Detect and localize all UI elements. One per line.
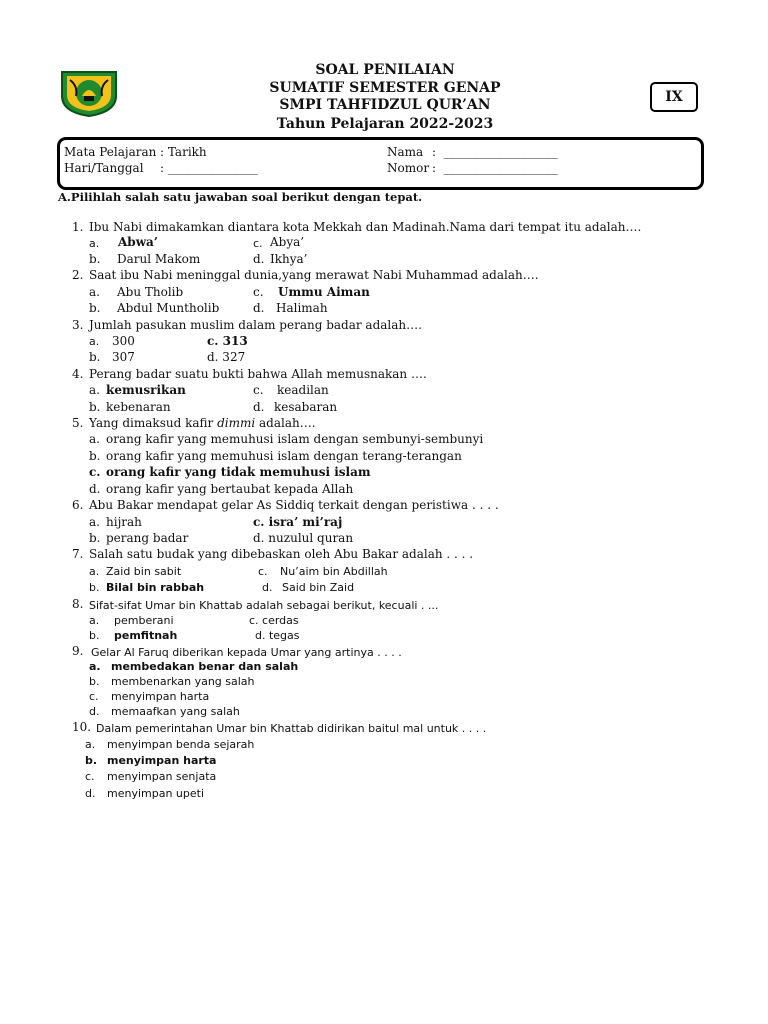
title-line-1: SOAL PENILAIAN <box>315 62 455 78</box>
q9-option-b-letter: b. <box>89 675 100 688</box>
q6-option-c[interactable]: c. isra’ mi’raj <box>253 515 343 529</box>
q9-option-b[interactable]: membenarkan yang salah <box>111 675 255 688</box>
q7-option-a-letter: a. <box>89 565 100 578</box>
q5-option-a-letter: a. <box>89 432 100 446</box>
q5-option-b-letter: b. <box>89 449 101 463</box>
instruction: A.Pilihlah salah satu jawaban soal berikut dengan tepat. <box>58 190 423 204</box>
q10-option-b-letter: b. <box>85 754 98 767</box>
q8-number: 8. <box>72 597 84 611</box>
q5-option-d[interactable]: orang kafir yang bertaubat kepada Allah <box>106 482 354 496</box>
q6-text: Abu Bakar mendapat gelar As Siddiq terkait dengan peristiwa . . . . <box>89 498 499 512</box>
q5-option-a[interactable]: orang kafir yang memuhusi islam dengan sembunyi-sembunyi <box>106 432 484 446</box>
q3-option-a[interactable]: 300 <box>112 334 135 348</box>
q7-option-d-letter: d. <box>262 581 273 594</box>
q6-option-d[interactable]: d. nuzulul quran <box>253 531 354 545</box>
q8-option-c[interactable]: c. cerdas <box>249 614 299 627</box>
q5-option-c[interactable]: orang kafir yang tidak memuhusi islam <box>106 465 371 479</box>
q4-option-b-letter: b. <box>89 400 101 414</box>
student-info-box <box>57 137 704 190</box>
q9-option-d[interactable]: memaafkan yang salah <box>111 705 240 718</box>
q5-text-post: adalah…. <box>255 416 316 430</box>
q1-option-a[interactable]: Abwa’ <box>118 235 158 249</box>
q7-option-c[interactable]: Nu’aim bin Abdillah <box>280 565 388 578</box>
subject-value: : Tarikh <box>160 145 207 159</box>
q9-number: 9. <box>72 644 84 658</box>
q7-option-d[interactable]: Said bin Zaid <box>282 581 355 594</box>
q5-option-c-letter: c. <box>89 465 101 479</box>
q10-option-b[interactable]: menyimpan harta <box>107 754 217 767</box>
q10-option-a[interactable]: menyimpan benda sejarah <box>107 738 255 751</box>
q10-option-d[interactable]: menyimpan upeti <box>107 787 205 800</box>
q3-option-a-letter: a. <box>89 335 100 348</box>
q8-option-d[interactable]: d. tegas <box>255 629 300 642</box>
q6-number: 6. <box>72 498 84 512</box>
q1-option-d-letter: d. <box>253 252 265 266</box>
subject-label: Mata Pelajaran <box>64 145 157 159</box>
name-label: Nama <box>387 145 424 159</box>
q2-option-a[interactable]: Abu Tholib <box>117 285 184 299</box>
q1-option-c[interactable]: Abya’ <box>270 235 305 249</box>
q2-option-a-letter: a. <box>89 285 100 299</box>
q2-option-b-letter: b. <box>89 301 101 315</box>
q2-option-c[interactable]: Ummu Aiman <box>278 285 370 299</box>
q10-text: Dalam pemerintahan Umar bin Khattab didirikan baitul mal untuk . . . . <box>96 722 487 735</box>
q6-option-a-letter: a. <box>89 515 100 529</box>
date-label: Hari/Tanggal <box>64 161 144 175</box>
grade-badge: IX <box>650 82 698 112</box>
q5-option-d-letter: d. <box>89 482 101 496</box>
q9-text: Gelar Al Faruq diberikan kepada Umar yang artinya . . . . <box>91 646 402 659</box>
q6-option-b-letter: b. <box>89 531 101 545</box>
q1-option-c-letter: c. <box>253 237 263 250</box>
q4-option-c[interactable]: keadilan <box>277 383 329 397</box>
q4-option-a[interactable]: kemusrikan <box>106 383 186 397</box>
q9-option-a-letter: a. <box>89 660 101 673</box>
q7-text: Salah satu budak yang dibebaskan oleh Abu Bakar adalah . . . . <box>89 547 474 561</box>
q9-option-c-letter: c. <box>89 690 99 703</box>
date-field[interactable]: : _______________ <box>160 161 258 175</box>
q6-option-a[interactable]: hijrah <box>106 515 142 529</box>
q5-text-pre: Yang dimaksud kafir <box>89 416 218 430</box>
q10-option-c-letter: c. <box>85 770 95 783</box>
title-line-2: SUMATIF SEMESTER GENAP <box>269 80 501 96</box>
q7-option-c-letter: c. <box>258 565 268 578</box>
q4-text: Perang badar suatu bukti bahwa Allah memusnakan …. <box>89 367 427 381</box>
q5-text-term: dimmi <box>217 416 256 430</box>
q9-option-d-letter: d. <box>89 705 100 718</box>
q10-number: 10. <box>72 720 92 734</box>
q9-option-a[interactable]: membedakan benar dan salah <box>111 660 299 673</box>
q4-option-b[interactable]: kebenaran <box>106 400 171 414</box>
q3-option-d[interactable]: d. 327 <box>207 350 246 364</box>
q5-text <box>89 416 316 431</box>
q2-option-d-letter: d. <box>253 301 265 315</box>
q3-text: Jumlah pasukan muslim dalam perang badar adalah…. <box>89 318 422 332</box>
q1-option-d[interactable]: Ikhya’ <box>270 252 308 266</box>
q7-option-b-letter: b. <box>89 581 100 594</box>
academic-year: Tahun Pelajaran 2022-2023 <box>276 116 494 132</box>
q8-option-b[interactable]: pemfitnah <box>114 629 178 642</box>
q7-option-a[interactable]: Zaid bin sabit <box>106 565 182 578</box>
q4-option-d[interactable]: kesabaran <box>274 400 338 414</box>
q4-option-a-letter: a. <box>89 383 100 397</box>
q2-option-b[interactable]: Abdul Muntholib <box>117 301 220 315</box>
q1-option-b-letter: b. <box>89 252 101 266</box>
q3-option-b-letter: b. <box>89 350 101 364</box>
q3-number: 3. <box>72 318 84 332</box>
name-field[interactable]: : ___________________ <box>432 145 558 159</box>
q10-option-c[interactable]: menyimpan senjata <box>107 770 217 783</box>
q3-option-c[interactable]: c. 313 <box>207 334 248 348</box>
q8-text: Sifat-sifat Umar bin Khattab adalah sebagai berikut, kecuali . ... <box>89 599 439 612</box>
q1-option-a-letter: a. <box>89 237 100 250</box>
q2-number: 2. <box>72 268 84 282</box>
q4-option-d-letter: d. <box>253 400 265 414</box>
q7-number: 7. <box>72 547 84 561</box>
q9-option-c[interactable]: menyimpan harta <box>111 690 210 703</box>
q5-option-b[interactable]: orang kafir yang memuhusi islam dengan terang-terangan <box>106 449 462 463</box>
q2-option-d[interactable]: Halimah <box>276 301 328 315</box>
title-line-3: SMPI TAHFIDZUL QUR’AN <box>279 97 491 113</box>
q1-text: Ibu Nabi dimakamkan diantara kota Mekkah dan Madinah.Nama dari tempat itu adalah…. <box>89 220 642 234</box>
q10-option-d-letter: d. <box>85 787 96 800</box>
q4-option-c-letter: c. <box>253 383 264 397</box>
q8-option-b-letter: b. <box>89 629 100 642</box>
q1-number: 1. <box>72 220 84 234</box>
q5-number: 5. <box>72 416 84 430</box>
q2-text: Saat ibu Nabi meninggal dunia,yang merawat Nabi Muhammad adalah…. <box>89 268 539 282</box>
q10-option-a-letter: a. <box>85 738 96 751</box>
q7-option-b[interactable]: Bilal bin rabbah <box>106 581 205 594</box>
school-logo <box>58 66 120 118</box>
q8-option-a-letter: a. <box>89 614 100 627</box>
number-field[interactable]: : ___________________ <box>432 161 558 175</box>
q1-option-b[interactable]: Darul Makom <box>117 252 201 266</box>
q8-option-a[interactable]: pemberani <box>114 614 174 627</box>
q3-option-b[interactable]: 307 <box>112 350 135 364</box>
q4-number: 4. <box>72 367 84 381</box>
number-label: Nomor <box>387 161 430 175</box>
q6-option-b[interactable]: perang badar <box>106 531 189 545</box>
q2-option-c-letter: c. <box>253 285 264 299</box>
